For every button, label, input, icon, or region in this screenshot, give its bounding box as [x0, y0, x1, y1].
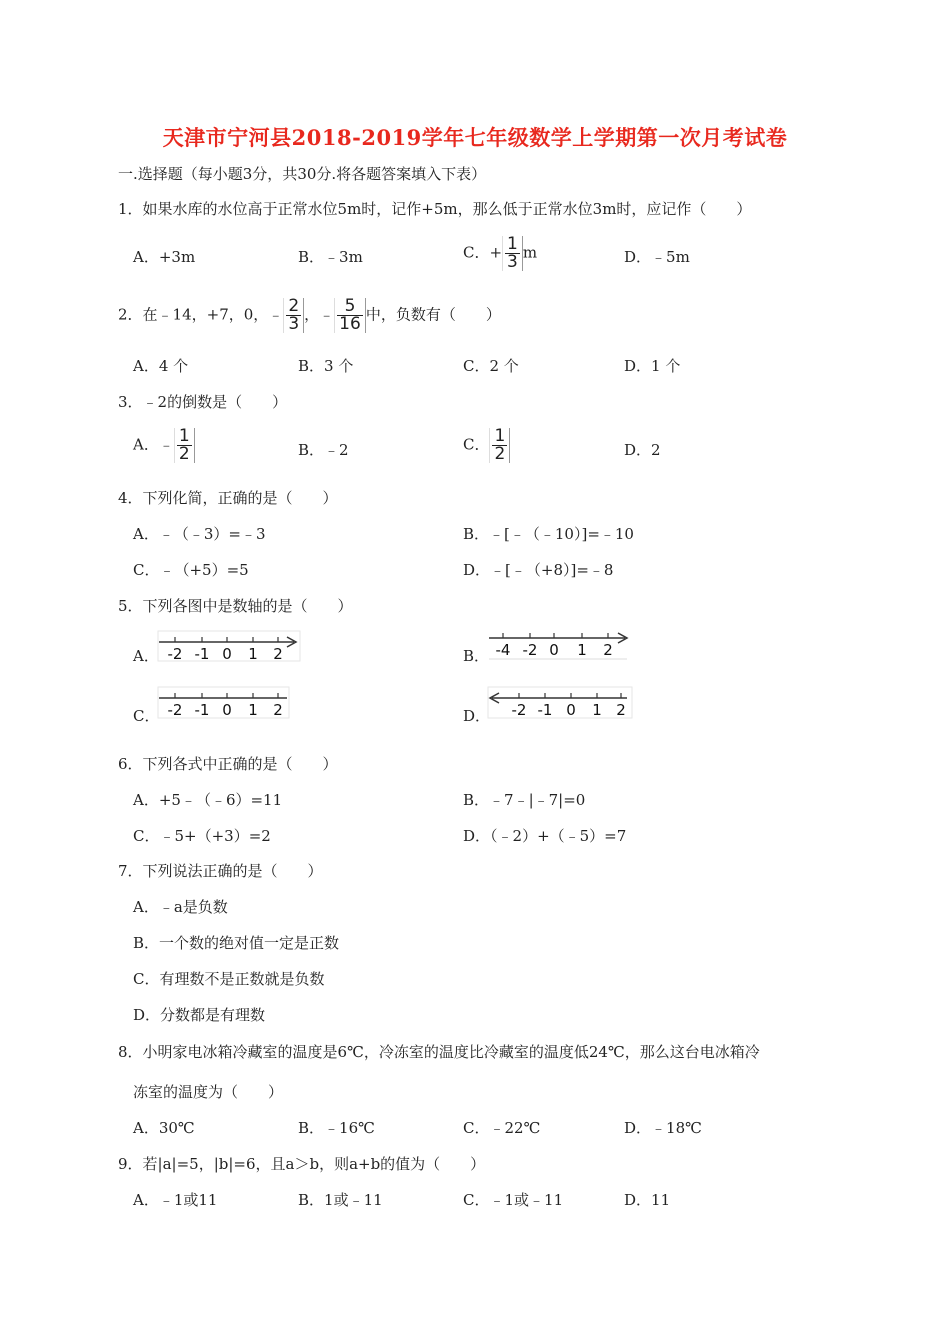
- q5-number-line-d: [487, 686, 635, 724]
- fraction: [502, 236, 523, 271]
- q2-stem-part-a: 2．在﹣14，+7，0，: [118, 305, 269, 324]
- question-8-stem-line-2: 冻室的温度为（ ）: [133, 1083, 284, 1101]
- q1-option-d: D．﹣5m: [624, 248, 690, 266]
- q7-option-a: A．﹣a是负数: [133, 898, 228, 916]
- q8-option-b: B．﹣16℃: [298, 1119, 375, 1137]
- q5-number-line-a: [157, 630, 302, 666]
- axis-tick-label: -2: [167, 701, 183, 719]
- section-heading: 一.选择题（每小题3分，共30分.将各题答案填入下表）: [118, 165, 487, 183]
- page-title: 天津市宁河县2018-2019学年七年级数学上学期第一次月考试卷: [162, 125, 788, 150]
- question-6-stem: 6．下列各式中正确的是（ ）: [118, 755, 338, 773]
- question-7-stem: 7．下列说法正确的是（ ）: [118, 862, 323, 880]
- axis-tick-label: 2: [273, 645, 283, 662]
- q4-option-b: B．﹣[﹣（﹣10）]=﹣10: [463, 525, 634, 543]
- q9-option-d: D．11: [624, 1191, 671, 1209]
- q4-option-c: C．﹣（+5）=5: [133, 561, 249, 579]
- fraction: [489, 428, 510, 463]
- q3-a-prefix: A．﹣: [133, 435, 174, 454]
- axis-tick-label: 1: [248, 645, 258, 662]
- q2-option-c: C．2 个: [463, 357, 519, 375]
- axis-tick-label: -1: [194, 645, 210, 662]
- q9-option-c: C．﹣1或﹣11: [463, 1191, 564, 1209]
- axis-tick-label: 0: [566, 701, 576, 719]
- q2-fraction-1-sign: ﹣: [268, 305, 284, 324]
- question-4-stem: 4．下列化简，正确的是（ ）: [118, 489, 338, 507]
- q3-c-prefix: C．: [463, 435, 490, 454]
- fraction-denominator: 2: [494, 444, 506, 464]
- question-8-stem-line-1: 8．小明家电冰箱冷藏室的温度是6℃，冷冻室的温度比冷藏室的温度低24℃，那么这台电冰箱冷: [118, 1043, 760, 1061]
- q4-option-d: D．﹣[﹣（+8）]=﹣8: [463, 561, 614, 579]
- q9-option-a: A．﹣1或11: [133, 1191, 218, 1209]
- q6-option-c: C．﹣5+（+3）=2: [133, 827, 271, 845]
- axis-tick-label: -1: [194, 701, 210, 719]
- q7-option-d: D．分数都是有理数: [133, 1006, 266, 1024]
- fraction-denominator: 3: [288, 314, 300, 334]
- axis-tick-label: 1: [592, 701, 602, 719]
- axis-tick-label: 0: [222, 701, 232, 719]
- axis-tick-label: 0: [549, 641, 559, 659]
- q9-option-b: B．1或﹣11: [298, 1191, 383, 1209]
- fraction-numerator: 5: [337, 298, 363, 316]
- question-2-stem: [118, 298, 501, 333]
- axis-tick-label: 1: [248, 701, 258, 719]
- axis-tick-label: -2: [522, 641, 538, 659]
- q1-option-b: B．﹣3m: [298, 248, 363, 266]
- q2-option-a: A．4 个: [133, 357, 189, 375]
- q2-option-b: B．3 个: [298, 357, 354, 375]
- q6-option-b: B．﹣7﹣|﹣7|=0: [463, 791, 586, 809]
- q8-option-c: C．﹣22℃: [463, 1119, 541, 1137]
- fraction-denominator: 16: [339, 314, 361, 334]
- axis-tick-label: 0: [222, 645, 232, 662]
- q5-option-c-label: C．: [133, 707, 160, 725]
- fraction: [283, 298, 304, 333]
- question-1-stem: 1．如果水库的水位高于正常水位5m时，记作+5m，那么低于正常水位3m时，应记作（ ）: [118, 200, 752, 218]
- fraction-numerator: 1: [507, 234, 518, 254]
- q8-option-a: A．30℃: [133, 1119, 195, 1137]
- q5-option-b-label: B．: [463, 647, 490, 665]
- q5-number-line-b: [487, 626, 632, 666]
- q1-option-c: [463, 236, 537, 271]
- q6-option-d: D．（﹣2）+（﹣5）=7: [463, 827, 627, 845]
- axis-tick-label: 1: [577, 641, 587, 659]
- q1-option-a: A．+3m: [133, 248, 196, 266]
- fraction-numerator: 2: [288, 296, 300, 316]
- fraction-denominator: 2: [178, 444, 190, 464]
- q4-option-a: A．﹣（﹣3）=﹣3: [133, 525, 266, 543]
- q5-number-line-c: [157, 686, 292, 724]
- q3-option-a: [133, 428, 195, 463]
- q3-option-b: B．﹣2: [298, 441, 349, 459]
- q8-option-d: D．﹣18℃: [624, 1119, 702, 1137]
- q6-option-a: A．+5﹣（﹣6）=11: [133, 791, 283, 809]
- q5-option-a-label: A．: [133, 647, 159, 665]
- fraction-denominator: 3: [507, 252, 518, 272]
- axis-tick-label: -2: [167, 645, 183, 662]
- axis-tick-label: 2: [603, 641, 613, 659]
- axis-tick-label: 2: [616, 701, 626, 719]
- axis-tick-label: -1: [537, 701, 553, 719]
- fraction: [174, 428, 195, 463]
- question-5-stem: 5．下列各图中是数轴的是（ ）: [118, 597, 353, 615]
- q7-option-c: C．有理数不是正数就是负数: [133, 970, 325, 988]
- fraction-numerator: 1: [178, 426, 190, 446]
- q5-option-d-label: D．: [463, 707, 491, 725]
- q7-option-b: B．一个数的绝对值一定是正数: [133, 934, 340, 952]
- q2-fraction-2-sign: ﹣: [319, 305, 335, 324]
- axis-tick-label: 2: [273, 701, 283, 719]
- q2-stem-part-b: 中，负数有（ ）: [365, 305, 501, 324]
- question-3-stem: 3．﹣2的倒数是（ ）: [118, 393, 288, 411]
- q1-c-prefix: C．+: [463, 243, 503, 262]
- axis-tick-label: -4: [495, 641, 511, 659]
- fraction: [334, 298, 366, 333]
- q3-option-d: D．2: [624, 441, 661, 459]
- fraction-numerator: 1: [494, 426, 506, 446]
- question-9-stem: 9．若|a|=5，|b|=6，且a＞b，则a+b的值为（ ）: [118, 1155, 486, 1173]
- q3-option-c: [463, 428, 510, 463]
- q1-c-suffix: m: [522, 243, 538, 262]
- axis-tick-label: -2: [511, 701, 527, 719]
- q2-separator: ，: [304, 305, 320, 324]
- q2-option-d: D．1 个: [624, 357, 681, 375]
